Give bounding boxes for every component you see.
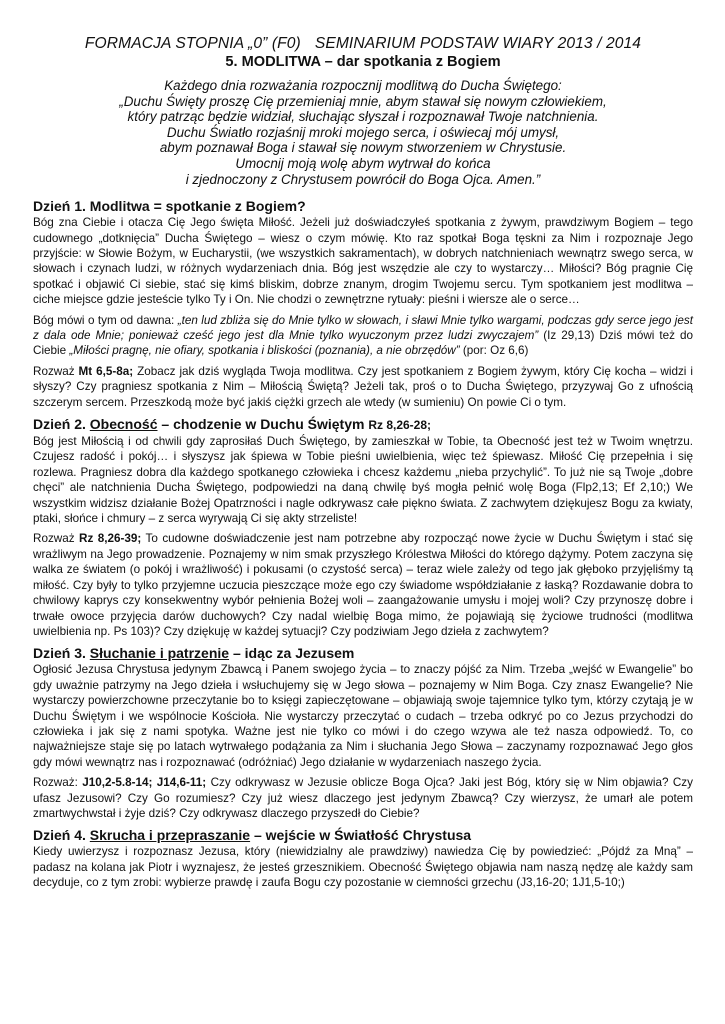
heading-keyword: Słuchanie i patrzenie [89, 645, 230, 662]
day2-paragraph-2 [33, 531, 693, 639]
prayer-line: Duchu Światło rozjaśnij mroki mojego serca, i oświecaj mój umysł, [166, 124, 560, 140]
text-run: Rozważ [33, 364, 79, 378]
text-run: (Iz 29,13) Dziś mówi też do Ciebie [33, 329, 693, 358]
prayer-line: i zjednoczony z Chrystusem powrócił do Boga Ojca. Amen.” [185, 171, 541, 187]
scripture-quote: „ten lud zbliża się do Mnie tylko w słowach, i sławi Mnie tylko wargami, podczas gdy serce jego jest z dala ode Mnie; ponieważ cześć jego jest dla Mnie tylko wyuczonym przez ludzi zwyczajem” [33, 313, 693, 342]
heading-reference: Rz 8,26-28; [368, 418, 432, 433]
prayer-line: który patrząc będzie widział, słuchając słyszał i rozpoznawał Twoje natchnienia. [127, 109, 599, 125]
heading-rest: – chodzenie w Duchu Świętym [157, 416, 369, 433]
text-run: Czy odkrywasz w Jezusie oblicze Boga Ojca? Jaki jest Bóg, który się w Nim objawia? Czy ufasz Jezusowi? Czy Go rozumiesz? Czy już wiesz dlaczego jest jedynym Zbawcą? Czy wierzysz, że umarł ale potem zmartwychwstał i żyje dziś? Czy odkrywasz dlaczego przyszedł do Ciebie? [33, 776, 693, 820]
day4-paragraph-1: Kiedy uwierzysz i rozpoznasz Jezusa, który (niewidzialny ale prawdziwy) nawiedza Cię by powiedzieć: „Pójdź za Mną” – padasz na kolana jak Piotr i wyznajesz, że jesteś grzesznikiem. Obecność Świętego objawia nam naszą nędzę ale każdy sam decyduje, co z tym zrobi: wybierze prawdę i zaufa Bogu czy pozostanie w ciemności grzechu (J3,16-20; 1J1,5-10;) [33, 845, 693, 890]
day1-heading: Dzień 1. Modlitwa = spotkanie z Bogiem? [33, 198, 306, 215]
day3-paragraph-1: Ogłosić Jezusa Chrystusa jedynym Zbawcą i Panem swojego życia – to znaczy pójść za Nim. Trzeba „wejść w Ewangelie” bo gdy uważnie patrzymy na Jego dzieła i wsłuchujemy się w Jego słowa – poznajemy w Nim Boga. Czy znasz Ewangelie? Nie wystarczy powierzchowne przeczytanie bo to księgi zapieczętowane – objawiają swoje tajemnice tylko tym, którzy czytają je w Duchu Świętym i we wspólnocie Kościoła. Nie wystarczy przeczytać o cudach – trzeba odkryć po co Jezus przychodzi do człowieka i jak się z nami spotyka. Ważne jest nie tylko co mówi i do czego wzywa ale też nasza odpowiedź. To, co najważniejsze staje się po latach wytrwałego podążania za Nim i słuchania Jego Słowa – zaczynamy rozpoznawać Jego głos gdy mówi wewnątrz nas i rozpoznawać (odróżniać) Jego działanie w wydarzeniach naszego życia. [33, 663, 693, 769]
heading-keyword: Skrucha i przepraszanie [89, 827, 251, 844]
day1-paragraph-3 [33, 364, 693, 410]
day3-heading [33, 644, 693, 662]
heading-prefix: Dzień 3. [33, 645, 90, 662]
text-run: Zobacz jak dziś wygląda Twoja modlitwa. Czy jest spotkaniem z Bogiem żywym, który Cię kocha – widzi i słyszy? Czy pragniesz spotkania z Nim – Miłością Świętą? Jeżeli tak, proś o to Ducha Świętego, przyzywaj Go z ufnością szczerym sercem. Przeszkodą może być jakiś ciężki grzech ale wtedy (w sumieniu) On powie Ci o tym. [33, 364, 693, 409]
day3-paragraph-2 [33, 775, 693, 821]
series-left: FORMACJA STOPNIA „0” (F0) [84, 35, 301, 52]
series-right: SEMINARIUM PODSTAW WIARY 2013 / 2014 [314, 35, 642, 52]
heading-keyword: Obecność [89, 416, 158, 433]
heading-prefix: Dzień 2. [33, 416, 90, 433]
prayer-line: „Duchu Święty proszę Cię przemieniaj mnie, abym stawał się nowym człowiekiem, [119, 93, 607, 109]
heading-rest: – idąc za Jezusem [229, 645, 355, 662]
scripture-reference: J10,2-5.8-14; J14,6-11; [82, 776, 207, 790]
day2-heading [33, 415, 693, 434]
scripture-reference: Rz 8,26-39; [79, 532, 142, 546]
heading-prefix: Dzień 4. [33, 827, 90, 844]
text-run: To cudowne doświadczenie jest nam potrzebne aby rozpocząć nowe życie w Duchu Świętym i stać się wrażliwym na Jego prowadzenie. Poznajemy w nim smak przyszłego Królestwa Miłości do którego dążymy. Potem zaczyna się walka ze światem (o pokój i wrażliwość) i pokusami (o czystość serca) – teraz wiele zależy od tego jak głęboko przyjęliśmy tą miłość. Czy były to tylko przyjemne uczucia pieszczące może ego czy świadome współdziałanie z łaską? Rozdawanie dobra to chwilowy kaprys czy konsekwentny wybór pełnienia Bożej woli – zaangażowanie umysłu i mojej woli? Czy przynoszę dobre i trwałe owoce przyjęcia darów duchowych? Czy nadal wielbię Boga mimo, że pojawiają się życiowe trudności (modlitwa uwielbienia np. Ps 103)? Czy dziękuję w każdej sytuacji? Czy podziwiam Jego dzieła z zachwytem? [33, 532, 693, 638]
scripture-reference: Mt 6,5-8a; [78, 364, 134, 378]
day4-heading [33, 826, 693, 844]
day2-paragraph-1: Bóg jest Miłością i od chwili gdy zaprosiłaś Duch Świętego, by zamieszkał w Tobie, ta Obecność jest też w Twoim wnętrzu. Czujesz radość i pokój… i słyszysz jak śpiewa w Tobie pieśni uwielbienia, więc też śpiewasz. Miłość Cię przepełnia i się rozlewa. Pragniesz dobra dla każdego spotkanego człowieka i chcesz każdemu „nieba przychylić”. To już nie są Twoje „dobre chęci” ale natchnienia Ducha Świętego, podpowiedzi na daną chwilę byś mogła pełnić wolę Boga (Flp2,13; Ef 2,10;) We wszystkim widzisz działanie Bożej Opatrzności i nagle odkrywasz całe piękno świata. Z zachwytem dziękujesz Bogu za kwiaty, ptaki, słońce i chmury – z serca wyrywają Ci się akty strzeliste! [33, 435, 693, 526]
text-run: (por: Oz 6,6) [459, 344, 529, 358]
day1-paragraph-1: Bóg zna Ciebie i otacza Cię Jego święta Miłość. Jeżeli już doświadczyłeś spotkania z żywym, prawdziwym Bogiem – tego cudownego „dotknięcia” Ducha Świętego – wiesz o czym mówię. Kto raz spotkał Boga tęskni za Nim i rozpoznaje Jego przyjście: w Słowie Bożym, w Eucharystii, (we wszystkich sakramentach), w dobrych natchnieniach wewnątrz swego serca, w słowach i czynach ludzi, w różnych wydarzeniach dnia. Bóg jest wszędzie ale czy to wystarczy… Miłości? Bóg pragnie Cię spotkać i objawić Ci siebie, stać się kimś bliskim, dobrze znanym, drogim Twojemu sercu. Tym spotkaniem jest modlitwa – ciche miejsce gdzie jesteście tylko Ty i On. Nie chodzi o zewnętrzne rytuały: pieśni i wiersze ale o serce… [33, 216, 693, 307]
prayer-line: Każdego dnia rozważania rozpocznij modlitwą do Ducha Świętego: [164, 78, 562, 93]
prayer-line: abym poznawał Boga i stawał się nowym stworzeniem w Chrystusie. [159, 140, 567, 156]
text-run: Rozważ: [33, 776, 83, 790]
scripture-quote: „Miłości pragnę, nie ofiary, spotkania i bliskości (poznania), a nie obrzędów” [69, 344, 460, 358]
series-header [33, 34, 693, 53]
text-run: Rozważ [33, 532, 80, 546]
day1-paragraph-2 [33, 313, 693, 359]
text-run: Bóg mówi o tym od dawna: [33, 313, 178, 327]
prayer-line: Umocnij moją wolę abym wytrwał do końca [235, 155, 491, 171]
opening-prayer [33, 78, 693, 187]
heading-rest: – wejście w Światłość Chrystusa [250, 827, 472, 844]
page-title: 5. MODLITWA – dar spotkania z Bogiem [225, 54, 501, 70]
